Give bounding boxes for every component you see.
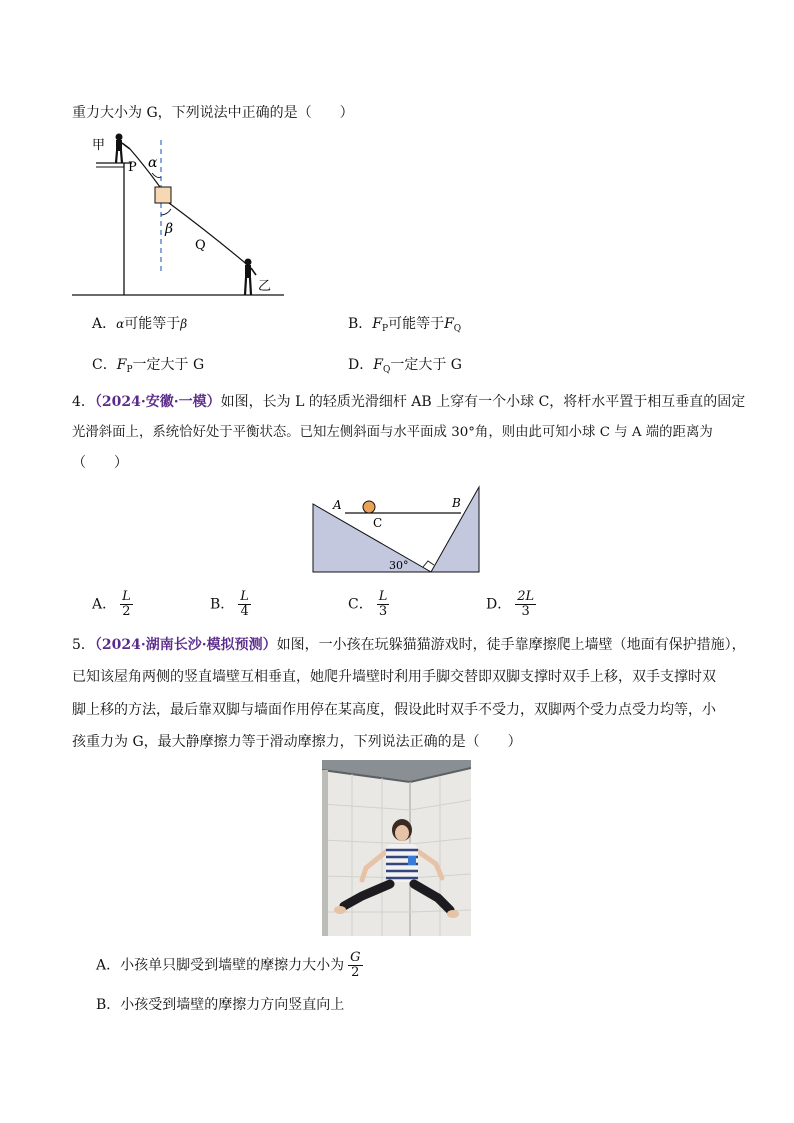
option-prefix: B．: [96, 997, 121, 1013]
option-prefix: A．: [96, 957, 121, 974]
question-source: （2024·湖南长沙·模拟预测）: [94, 637, 277, 653]
q5-photo: [322, 760, 471, 936]
question-text: 如图，一小孩在玩躲猫猫游戏时，徒手靠摩擦爬上墙壁（地面有保护措施），: [276, 637, 746, 653]
ball-c: [363, 501, 375, 513]
option-symbol: F: [372, 316, 383, 332]
q3-option-a[interactable]: [92, 313, 187, 333]
question-text: 如图，长为 L 的轻质光滑细杆 AB 上穿有一个小球 C，将杆水平置于相互垂直的固定: [220, 394, 746, 410]
fraction-denominator: 4: [240, 604, 249, 619]
fraction-numerator: 2L: [517, 589, 535, 604]
option-text: 小孩单只脚受到墙壁的摩擦力大小为: [120, 957, 345, 974]
q3-stem: 重力大小为 G，下列说法中正确的是（ ）: [72, 105, 354, 121]
option-text: 一定大于 G: [390, 357, 462, 373]
label-beta: β: [165, 221, 174, 237]
child-climbing-wall-image: [322, 760, 471, 936]
q4-stem-line2: 光滑斜面上，系统恰好处于平衡状态。已知左侧斜面与水平面成 30°角，则由此可知小球 C 与 A 端的距离为: [72, 425, 713, 440]
option-symbol: F: [444, 316, 454, 332]
person-yi-icon: [245, 259, 257, 296]
fraction: [377, 590, 390, 619]
label-angle: 30°: [389, 559, 409, 572]
label-q: Q: [195, 238, 206, 253]
label-yi: 乙: [258, 279, 272, 294]
fraction-numerator: L: [378, 589, 388, 604]
person-jia-icon: [116, 134, 131, 164]
right-angle-mark: [423, 561, 434, 567]
box: [155, 187, 171, 203]
fraction-denominator: 3: [521, 604, 530, 619]
option-symbol: α: [116, 317, 125, 331]
left-slope: [313, 504, 431, 572]
option-subscript: P: [126, 365, 133, 375]
fraction-denominator: 2: [351, 965, 360, 980]
q4-option-b[interactable]: [210, 590, 251, 619]
option-prefix: C．: [92, 357, 117, 373]
option-subscript: Q: [453, 324, 462, 334]
option-text: 可能等于: [124, 316, 181, 332]
q5-option-a[interactable]: [96, 951, 363, 980]
fraction-denominator: 3: [378, 604, 388, 619]
label-b: B: [452, 496, 461, 510]
label-p: P: [128, 160, 137, 175]
beta-arc: [161, 209, 171, 215]
option-prefix: A．: [92, 316, 117, 332]
alpha-arc: [152, 173, 161, 178]
q5-stem-line3: 脚上移的方法，最后靠双脚与墙面作用停在某高度，假设此时双手不受力，双脚两个受力点受力均等，小: [72, 702, 716, 718]
q4-option-d[interactable]: [486, 590, 536, 619]
option-prefix: D．: [348, 357, 374, 373]
label-a: A: [333, 498, 342, 512]
q4-option-a[interactable]: [92, 590, 133, 619]
option-symbol: β: [180, 317, 188, 331]
q5-option-b[interactable]: [96, 994, 344, 1014]
q4-stem-line3: （ ）: [72, 455, 128, 471]
q4-figure: [311, 485, 486, 575]
option-text: 小孩受到墙壁的摩擦力方向竖直向上: [120, 997, 345, 1013]
label-jia: 甲: [92, 138, 106, 153]
q5-stem-line4: 孩重力为 G，最大静摩擦力等于滑动摩擦力，下列说法正确的是（ ）: [72, 734, 522, 750]
fraction: [238, 590, 251, 619]
q4-option-c[interactable]: [348, 590, 389, 619]
q3-figure: [72, 125, 292, 300]
option-prefix: D．: [486, 596, 512, 613]
question-number: 5．: [72, 637, 95, 653]
option-prefix: C．: [348, 596, 373, 613]
q3-option-c[interactable]: [92, 354, 204, 375]
question-number: 4．: [72, 394, 95, 410]
option-subscript: P: [382, 324, 389, 334]
fraction: [120, 590, 133, 619]
fraction-denominator: 2: [122, 604, 131, 619]
fraction: [515, 590, 536, 619]
option-text: 可能等于: [388, 316, 445, 332]
q5-stem-line2: 已知该屋角两侧的竖直墙壁互相垂直，她爬升墙壁时利用手脚交替即双脚支撑时双手上移，双手支撑时双: [72, 669, 716, 685]
question-source: （2024·安徽·一模）: [94, 394, 221, 410]
option-symbol: F: [373, 357, 383, 373]
fraction-numerator: L: [122, 589, 131, 604]
q3-option-d[interactable]: [348, 354, 462, 375]
option-prefix: B．: [348, 316, 373, 332]
option-prefix: B．: [210, 596, 235, 613]
option-text: 一定大于 G: [132, 357, 205, 373]
fraction-numerator: G: [350, 950, 361, 965]
q4-stem-line1: [72, 391, 745, 411]
option-prefix: A．: [92, 596, 117, 613]
q5-stem-line1: [72, 634, 746, 654]
label-alpha: α: [148, 155, 158, 171]
rope-q: [169, 203, 250, 267]
q3-option-b[interactable]: [348, 313, 461, 334]
fraction-numerator: L: [240, 589, 249, 604]
option-symbol: F: [116, 357, 127, 373]
option-subscript: Q: [382, 365, 391, 375]
fraction: [348, 951, 362, 980]
label-c: C: [373, 516, 383, 530]
